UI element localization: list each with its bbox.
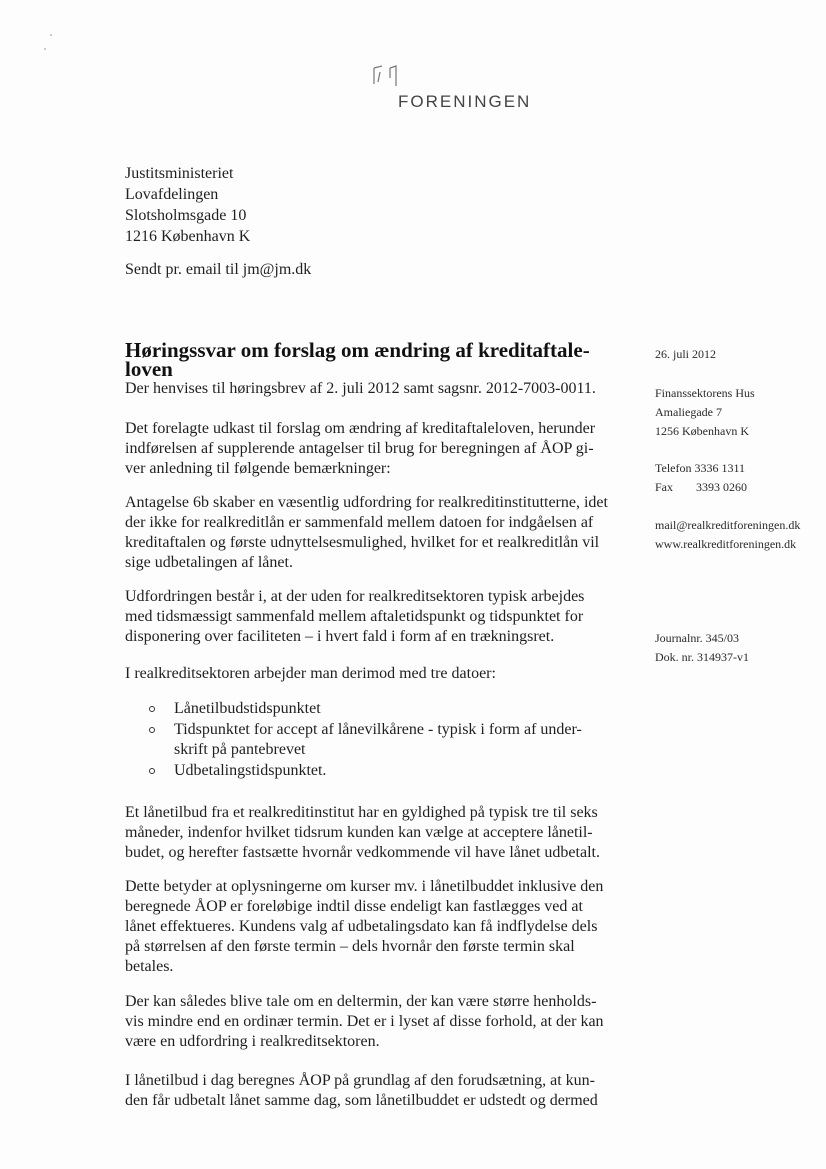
- paragraph-line: Et lånetilbud fra et realkreditinstitut har en gyldighed på typisk tre til seks: [125, 804, 598, 821]
- scan-speck: [44, 48, 46, 50]
- list-item: [125, 720, 605, 761]
- paragraph-line: disponering over faciliteten – i hvert fald i form af en trækningsret.: [125, 628, 555, 645]
- list-item-line: Lånetilbudstidspunktet: [174, 700, 321, 717]
- document-reference: [655, 629, 825, 667]
- email-link[interactable]: mail@realkreditforeningen.dk: [655, 518, 801, 532]
- paragraph-line: vis mindre end en ordinær termin. Det er i lyset af disse forhold, at der kan: [125, 1013, 604, 1030]
- paragraph: [125, 419, 625, 479]
- scan-speck: [50, 34, 52, 36]
- paragraph: [125, 1071, 625, 1111]
- phone-line: [655, 459, 825, 478]
- paragraph-line: den får udbetalt lånet samme dag, som lånetilbuddet er udstedt og dermed: [125, 1092, 598, 1109]
- sender-address-line: Amaliegade 7: [655, 405, 722, 419]
- paragraph-line: der ikke for realkreditlån er sammenfald mellem datoen for indgåelsen af: [125, 514, 594, 531]
- paragraph-line: måneder, indenfor hvilket tidsrum kunden kan vælge at acceptere lånetil-: [125, 824, 593, 841]
- sent-note: Sendt pr. email til jm@jm.dk: [125, 261, 312, 278]
- list-item: [125, 699, 605, 720]
- bullet-icon: [149, 768, 155, 774]
- reference-line: Der henvises til høringsbrev af 2. juli 2012 samt sagsnr. 2012-7003-0011.: [125, 380, 596, 397]
- paragraph: [125, 877, 625, 977]
- recipient-line: 1216 København K: [125, 228, 251, 245]
- paragraph: [125, 493, 625, 573]
- letter-subject: [125, 338, 625, 381]
- fax-number: 3393 0260: [696, 480, 747, 494]
- paragraph-line: I lånetilbud i dag beregnes ÅOP på grundlag af den forudsætning, at kun-: [125, 1072, 595, 1089]
- paragraph: [125, 587, 625, 647]
- letter-date: 26. juli 2012: [655, 347, 717, 361]
- phone-number: 3336 1311: [694, 461, 746, 475]
- bullet-icon: [149, 727, 155, 733]
- paragraph-line: budet, og herefter fastsætte hvornår vedkommende vil have lånet udbetalt.: [125, 844, 600, 861]
- recipient-address: [125, 163, 250, 247]
- list-item-line: Tidspunktet for accept af lånevilkårene - typisk i form af under-: [174, 720, 582, 738]
- paragraph-line: betales.: [125, 958, 174, 975]
- paragraph-line: sige udbetalingen af lånet.: [125, 554, 293, 571]
- fax-label: Fax: [655, 480, 673, 494]
- paragraph-line: lånet effektueres. Kundens valg af udbetalingsdato kan få indflydelse dels: [125, 918, 598, 935]
- fax-line: [655, 478, 825, 497]
- paragraph-line: beregnede ÅOP er foreløbige indtil disse endeligt kan fastlægges ved at: [125, 898, 583, 915]
- paragraph: [125, 664, 625, 684]
- subject-line: Høringssvar om forslag om ændring af kreditaftale-: [125, 338, 590, 362]
- paragraph-line: Dette betyder at oplysningerne om kurser mv. i lånetilbuddet inklusive den: [125, 878, 604, 895]
- list-item: [125, 761, 605, 782]
- phone-label: Telefon: [655, 461, 692, 475]
- bullet-icon: [149, 706, 155, 712]
- paragraph-line: Det forelagte udkast til forslag om ændring af kreditaftaleloven, herunder: [125, 420, 596, 437]
- paragraph-line: I realkreditsektoren arbejder man derimod med tre datoer:: [125, 665, 496, 682]
- recipient-line: Lovafdelingen: [125, 186, 219, 203]
- foreningen-logo-icon: [368, 64, 402, 94]
- paragraph-line: med tidsmæssigt sammenfald mellem aftaletidspunkt og tidspunktet for: [125, 608, 584, 625]
- date-list: [125, 699, 605, 781]
- subject-line: loven: [125, 357, 173, 381]
- letterhead-org-name: FORENINGEN: [398, 92, 532, 111]
- list-item-line: skrift på pantebrevet: [174, 741, 306, 758]
- sender-address-line: Finanssektorens Hus: [655, 386, 755, 400]
- website-link[interactable]: www.realkreditforeningen.dk: [655, 537, 797, 551]
- sender-address-line: 1256 København K: [655, 424, 749, 438]
- document-number: Dok. nr. 314937-v1: [655, 650, 749, 664]
- paragraph-line: Udfordringen består i, at der uden for realkreditsektoren typisk arbejdes: [125, 588, 585, 605]
- paragraph-line: være en udfordring i realkreditsektoren.: [125, 1033, 380, 1050]
- journal-number: Journalnr. 345/03: [655, 631, 739, 645]
- paragraph-line: ver anledning til følgende bemærkninger:: [125, 460, 391, 477]
- paragraph-line: Der kan således blive tale om en deltermin, der kan være større henholds-: [125, 993, 597, 1010]
- paragraph-line: Antagelse 6b skaber en væsentlig udfordring for realkreditinstitutterne, idet: [125, 494, 608, 511]
- paragraph-line: på størrelsen af den første termin – dels hvornår den første termin skal: [125, 938, 575, 955]
- contact-phone-fax: [655, 459, 825, 497]
- sender-address: [655, 384, 825, 441]
- paragraph: [125, 992, 625, 1052]
- paragraph: [125, 803, 625, 863]
- paragraph-line: kreditaftalen og første udnyttelsesmulighed, hvilket for et realkreditlån vil: [125, 534, 600, 551]
- recipient-line: Justitsministeriet: [125, 165, 234, 182]
- recipient-line: Slotsholmsgade 10: [125, 207, 247, 224]
- list-item-line: Udbetalingstidspunktet.: [174, 761, 327, 779]
- contact-web: [655, 516, 825, 554]
- paragraph-line: indførelsen af supplerende antagelser til brug for beregningen af ÅOP gi-: [125, 440, 594, 457]
